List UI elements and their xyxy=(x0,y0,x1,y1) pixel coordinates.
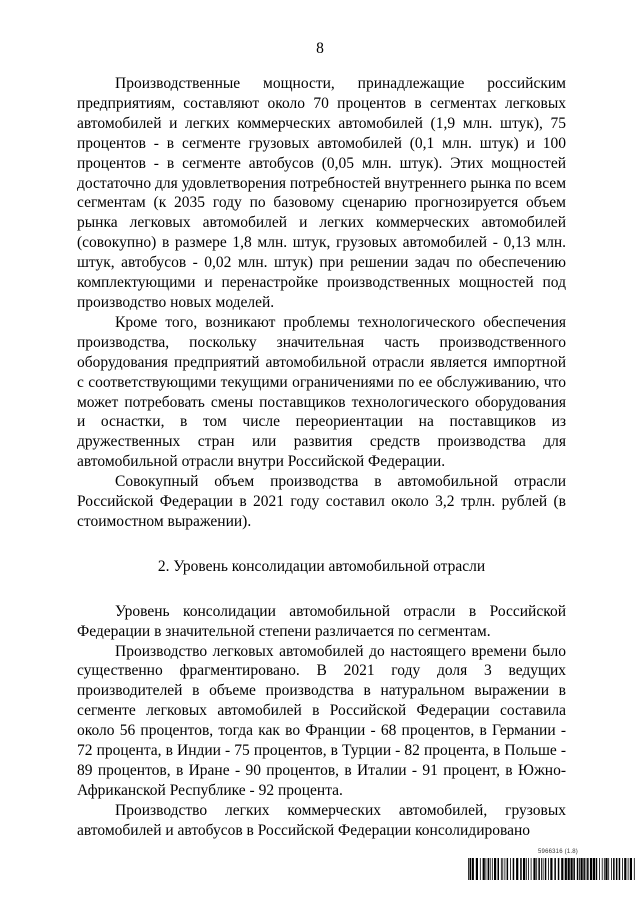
document-code: 5966316 (1.8) xyxy=(538,849,578,855)
paragraph-total-volume: Совокупный объем производства в автомобильной отрасли Российской Федерации в 2021 году составил около 3,2 трлн. рублей (в стоимостном выражении). xyxy=(77,473,566,530)
document-footer xyxy=(460,849,640,905)
barcode-icon xyxy=(468,858,636,880)
paragraph-production-capacity: Производственные мощности, принадлежащие российским предприятиям, составляют около 70 процентов в сегментах легковых автомобилей и легких коммерческих автомобилей (1,9 млн. штук), 75 процентов - в сегменте грузовых автомобилей (0,1 млн. штук) и 100 процентов - в сегменте автобусов (0,05 млн. штук). Этих мощностей достаточно для удовлетворения потребностей внутреннего рынка по всем сегментам (к 2035 году по базовому сценарию прогнозируется объем рынка легковых автомобилей и легких коммерческих автомобилей (совокупно) в размере 1,8 млн. штук, грузовых автомобилей - 0,13 млн. штук, автобусов - 0,02 млн. штук) при решении задач по обеспечению комплектующими и перенастройке производственных мощностей под производство новых моделей. xyxy=(77,75,566,311)
paragraph-commercial-vehicles: Производство легких коммерческих автомобилей, грузовых автомобилей и автобусов в Российской Федерации консолидировано xyxy=(77,801,566,839)
paragraph-technology-supply: Кроме того, возникают проблемы технологического обеспечения производства, поскольку значительная часть производственного оборудования предприятий автомобильной отрасли является импортной с соответствующими текущими ограничениями по ее обслуживанию, что может потребовать смены поставщиков технологического оборудования и оснастки, в том числе переориентации на поставщиков из дружественных стран или развития средств производства для автомобильной отрасли внутри Российской Федерации. xyxy=(77,313,566,471)
paragraph-passenger-cars: Производство легковых автомобилей до настоящего времени было существенно фрагментировано. В 2021 году доля 3 ведущих производителей в объеме производства в натуральном выражении в сегменте легковых автомобилей в Российской Федерации составила около 56 процентов, тогда как во Франции - 68 процентов, в Германии - 72 процента, в Индии - 75 процентов, в Турции - 82 процента, в Польше - 89 процентов, в Иране - 90 процентов, в Италии - 91 процент, в Южно-Африканской Республике - 92 процента. xyxy=(77,642,566,799)
paragraph-consolidation-level: Уровень консолидации автомобильной отрасли в Российской Федерации в значительной степени различается по сегментам. xyxy=(77,602,566,640)
document-body xyxy=(77,74,566,841)
page-number: 8 xyxy=(316,40,324,57)
section-heading: 2. Уровень консолидации автомобильной отрасли xyxy=(157,557,486,575)
